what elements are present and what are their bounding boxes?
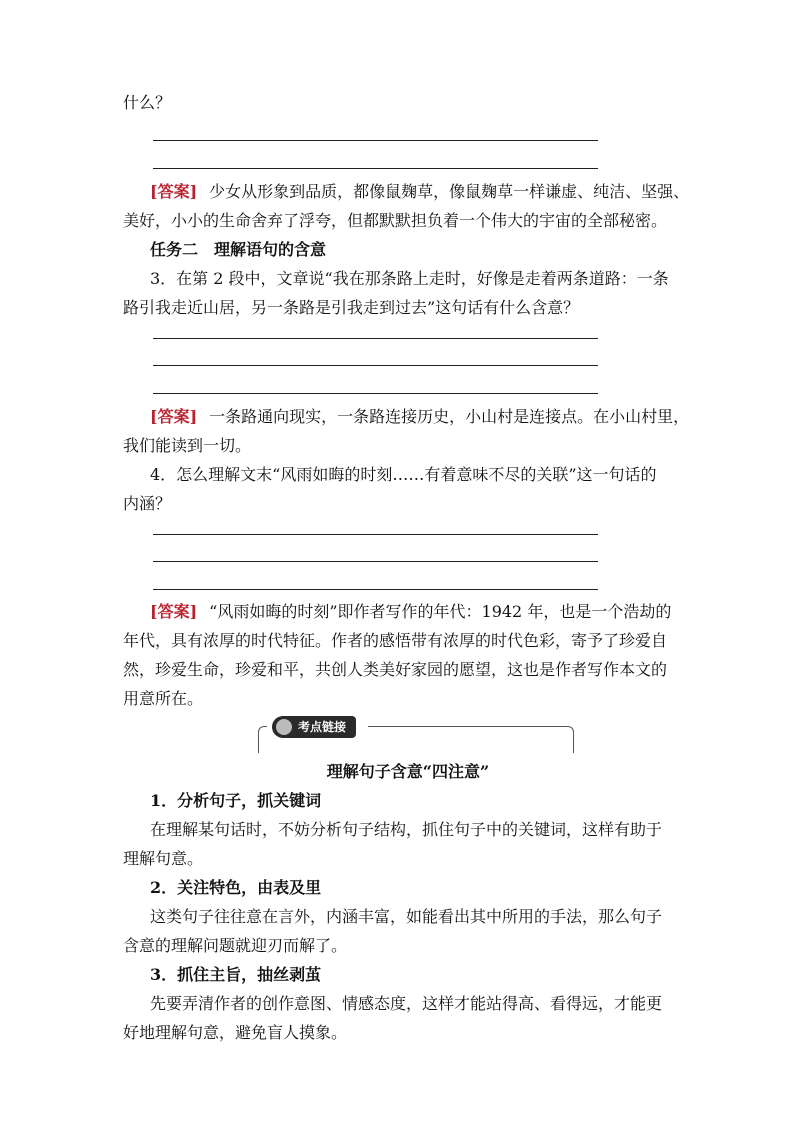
question-4-line-2: 内涵？ <box>123 494 172 513</box>
banner-tag <box>272 716 356 738</box>
point-1-heading: 1．分析句子，抓关键词 <box>150 791 322 810</box>
banner-label: 考点链接 <box>298 720 347 734</box>
answer-4-line-4: 用意所在。 <box>123 689 204 708</box>
banner-rule <box>368 726 566 727</box>
point-3-line-2: 好地理解句意，避免盲人摸象。 <box>123 1023 348 1042</box>
answer-3-line-2: 我们能读到一切。 <box>123 436 252 455</box>
answer-blank-line <box>153 393 598 394</box>
key-point-banner <box>258 716 574 754</box>
question-tail: 什么？ <box>123 93 172 112</box>
banner-bracket-left <box>258 726 267 753</box>
answer-tag: [答案] <box>150 407 198 426</box>
answer-1-line-2: 美好，小小的生命舍弃了浮夸，但都默默担负着一个伟大的宇宙的全部秘密。 <box>123 211 668 230</box>
task-2-title: 任务二 理解语句的含意 <box>150 240 327 259</box>
banner-bracket-right <box>565 726 574 753</box>
question-4-line-1: 4．怎么理解文末“风雨如晦的时刻……有着意味不尽的关联”这一句话的 <box>150 465 657 484</box>
answer-blank-line <box>153 365 598 366</box>
section-title: 理解句子含意“四注意” <box>326 762 490 781</box>
point-1-line-1: 在理解某句话时，不妨分析句子结构，抓住句子中的关键词，这样有助于 <box>150 820 663 839</box>
point-3-line-1: 先要弄清作者的创作意图、情感态度，这样才能站得高、看得远，才能更 <box>150 994 663 1013</box>
answer-3-line-1: [答案] 一条路通向现实，一条路连接历史，小山村是连接点。在小山村里， <box>150 407 690 426</box>
point-1-line-2: 理解句意。 <box>123 849 204 868</box>
answer-blank-line <box>153 534 598 535</box>
answer-4-line-2: 年代，具有浓厚的时代特征。作者的感悟带有浓厚的时代色彩，寄予了珍爱自 <box>123 631 668 650</box>
swirl-icon <box>276 719 292 735</box>
answer-4-line-3: 然，珍爱生命，珍爱和平，共创人类美好家园的愿望，这也是作者写作本文的 <box>123 660 668 679</box>
answer-4-line-1: [答案] “风雨如晦的时刻”即作者写作的年代：1942 年，也是一个浩劫的 <box>150 602 672 621</box>
answer-blank-line <box>153 140 598 141</box>
point-3-heading: 3．抓住主旨，抽丝剥茧 <box>150 965 322 984</box>
question-3-line-1: 3．在第 2 段中，文章说“我在那条路上走时，好像是走着两条道路：一条 <box>150 269 669 288</box>
answer-blank-line <box>153 589 598 590</box>
question-3-line-2: 路引我走近山居，另一条路是引我走到过去”这句话有什么含意？ <box>123 298 580 317</box>
answer-blank-line <box>153 338 598 339</box>
answer-1-line-1: [答案] 少女从形象到品质，都像鼠麹草，像鼠麹草一样谦虚、纯洁、坚强、 <box>150 182 690 201</box>
answer-blank-line <box>153 168 598 169</box>
answer-tag: [答案] <box>150 182 198 201</box>
point-2-heading: 2．关注特色，由表及里 <box>150 878 322 897</box>
point-2-line-1: 这类句子往往意在言外，内涵丰富，如能看出其中所用的手法，那么句子 <box>150 907 663 926</box>
answer-blank-line <box>153 561 598 562</box>
point-2-line-2: 含意的理解问题就迎刃而解了。 <box>123 936 348 955</box>
answer-tag: [答案] <box>150 602 198 621</box>
